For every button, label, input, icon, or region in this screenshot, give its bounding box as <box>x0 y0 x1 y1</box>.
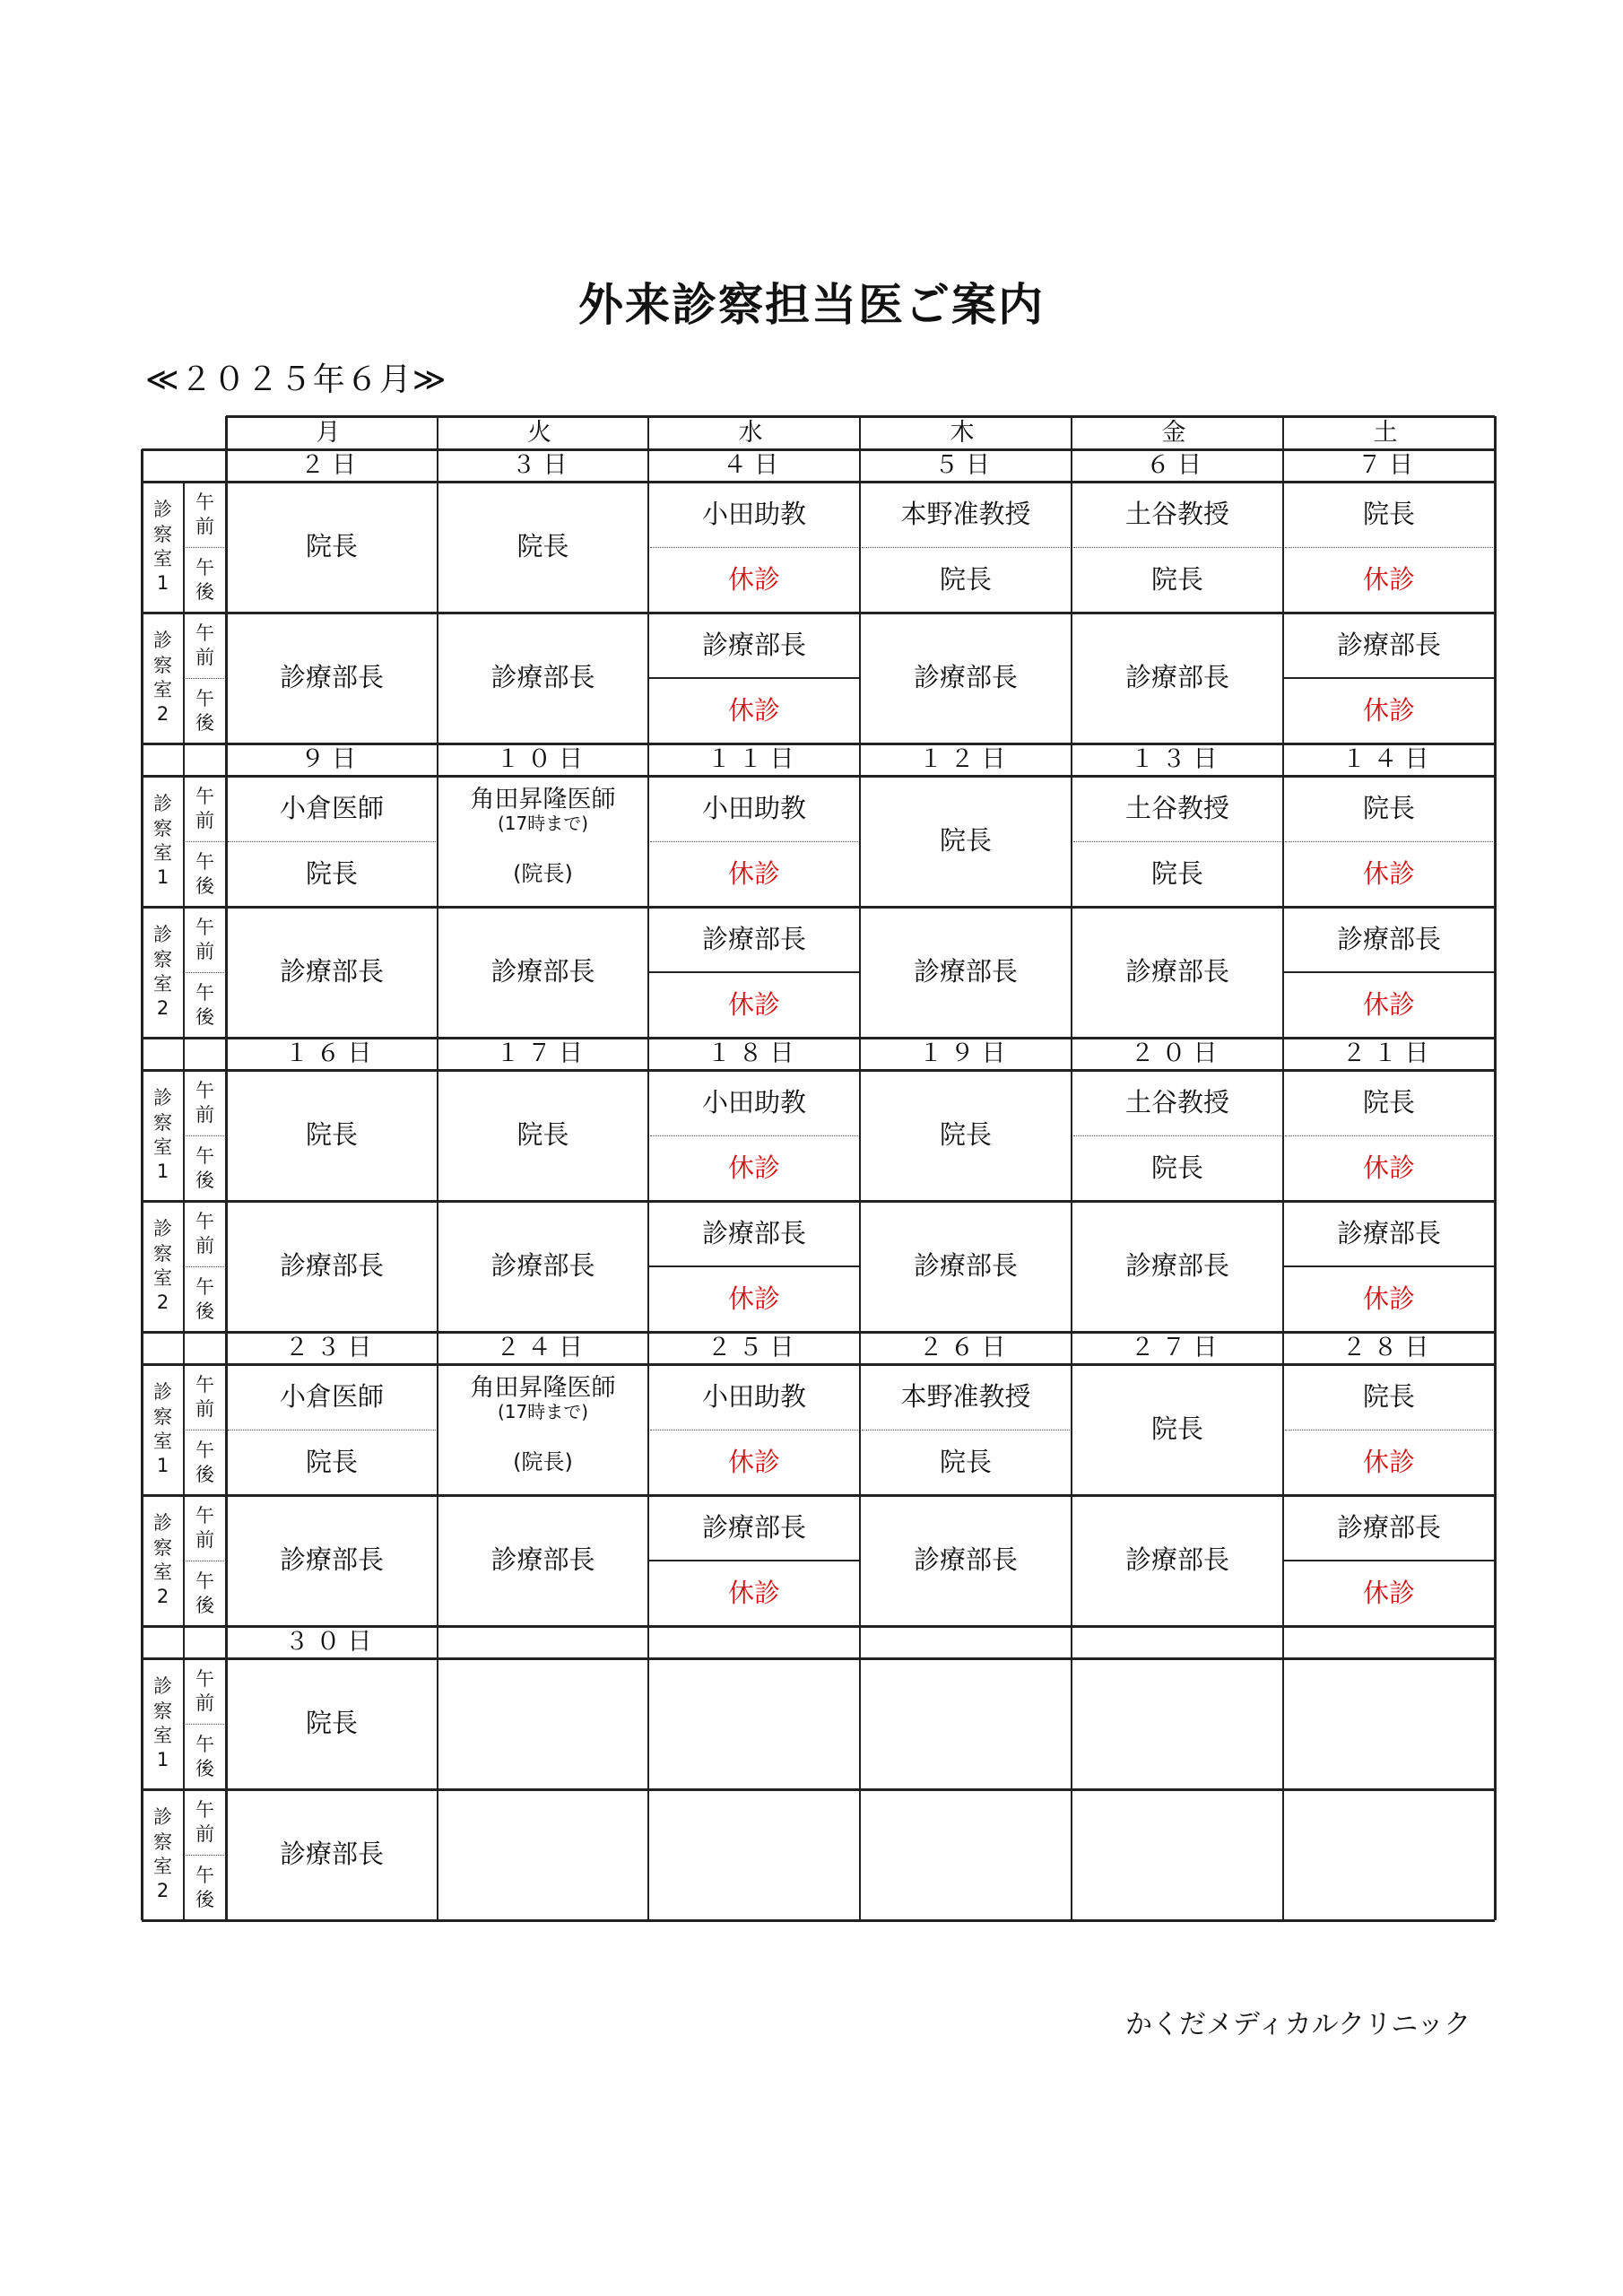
am-label-char: 前 <box>195 809 214 831</box>
pm-label <box>184 1135 226 1201</box>
time-note: (17時まで) <box>497 1401 589 1422</box>
am-label-char: 午 <box>195 1505 214 1527</box>
room2-label <box>142 1789 184 1920</box>
ampm-divider <box>186 1430 224 1431</box>
table-rule <box>142 775 1495 778</box>
ampm-divider <box>186 841 224 842</box>
doctor-cell-am: 本野准教授 <box>900 1380 1031 1412</box>
ampm-divider <box>650 547 858 548</box>
doctor-cell-pm: 休診 <box>1362 563 1415 595</box>
date-cell: ９日 <box>300 745 363 774</box>
room1-label-char: 診 <box>153 1381 172 1404</box>
doctor-cell: 診療部長 <box>279 956 384 987</box>
room2-label-char: 2 <box>156 1586 169 1608</box>
table-rule <box>648 1265 860 1267</box>
date-cell: １７日 <box>496 1039 590 1068</box>
doctor-cell-am: 小田助教 <box>701 498 806 529</box>
room1-label-char: 察 <box>153 817 172 839</box>
table-rule <box>225 416 228 1920</box>
am-label <box>184 1789 226 1855</box>
date-cell: ４日 <box>723 451 785 480</box>
doctor-cell-pm: 休診 <box>1362 1152 1415 1183</box>
doctor-cell-am: 診療部長 <box>701 1217 806 1248</box>
am-label <box>184 776 226 841</box>
table-rule <box>142 1919 1495 1922</box>
pm-label-char: 後 <box>195 580 214 603</box>
ampm-divider <box>186 678 224 679</box>
weekday-header: 水 <box>738 418 770 447</box>
room1-label <box>142 482 184 613</box>
room1-label-char: 診 <box>153 1087 172 1109</box>
doctor-cell-am: 土谷教授 <box>1124 792 1229 823</box>
table-rule <box>1283 1560 1495 1561</box>
doctor-cell-am: 診療部長 <box>701 1511 806 1543</box>
doctor-cell: 診療部長 <box>1124 662 1229 693</box>
am-label-char: 午 <box>195 1080 214 1102</box>
doctor-cell: 院長 <box>939 825 992 857</box>
table-rule <box>142 481 1495 483</box>
pm-label <box>184 1561 226 1626</box>
room2-label-char: 察 <box>153 654 172 676</box>
doctor-cell-pm: 休診 <box>1362 1577 1415 1608</box>
doctor-cell-pm: 休診 <box>1362 694 1415 726</box>
pm-label-char: 午 <box>195 1734 214 1756</box>
date-cell: １０日 <box>496 745 590 774</box>
ampm-divider <box>228 841 436 842</box>
weekday-header: 木 <box>950 418 982 447</box>
ampm-divider <box>186 972 224 973</box>
room1-label-char: 1 <box>156 1455 169 1477</box>
table-rule <box>142 1363 1495 1366</box>
doctor-cell-am: 本野准教授 <box>900 498 1031 529</box>
am-label-char: 前 <box>195 1528 214 1551</box>
pm-label <box>184 1430 226 1495</box>
pm-label <box>184 678 226 744</box>
doctor-cell: 診療部長 <box>913 956 1018 987</box>
room1-label <box>142 1658 184 1789</box>
doctor-cell-pm: 休診 <box>727 1283 780 1314</box>
room1-label-char: 室 <box>153 842 172 864</box>
doctor-cell: 院長 <box>1150 1413 1203 1445</box>
am-label-char: 午 <box>195 917 214 939</box>
room1-label <box>142 1070 184 1201</box>
doctor-cell: 診療部長 <box>1124 1250 1229 1282</box>
pm-label-char: 後 <box>195 1463 214 1485</box>
table-rule <box>141 1332 143 1364</box>
am-label-char: 午 <box>195 1211 214 1233</box>
date-cell: ３日 <box>511 451 575 480</box>
doctor-cell-pm: 休診 <box>727 1446 780 1477</box>
am-label-char: 前 <box>195 1103 214 1126</box>
doctor-cell: 診療部長 <box>279 1250 384 1282</box>
room2-label-char: 診 <box>153 1218 172 1240</box>
pm-label <box>184 1724 226 1789</box>
doctor-cell-pm: 院長 <box>939 563 992 595</box>
ampm-divider <box>186 1724 224 1725</box>
table-rule <box>142 1037 1495 1039</box>
room2-label-char: 診 <box>153 924 172 946</box>
room1-label <box>142 776 184 907</box>
ampm-divider <box>1285 547 1493 548</box>
pm-label <box>184 1266 226 1332</box>
doctor-cell-am: 院長 <box>1362 498 1415 529</box>
date-cell: １８日 <box>707 1039 802 1068</box>
room2-label-char: 察 <box>153 1831 172 1853</box>
doctor-cell: 診療部長 <box>913 1544 1018 1576</box>
room2-label-char: 2 <box>156 1880 169 1902</box>
table-rule <box>648 1560 860 1561</box>
doctor-cell: 診療部長 <box>490 956 595 987</box>
doctor-cell-am: 診療部長 <box>701 629 806 660</box>
doctor-cell-am: 小倉医師 <box>279 792 384 823</box>
pm-label <box>184 1855 226 1920</box>
weekday-header: 火 <box>527 418 559 447</box>
am-label <box>184 1658 226 1724</box>
table-rule <box>647 416 649 1920</box>
date-cell: ７日 <box>1358 451 1420 480</box>
doctor-cell-pm: 院長 <box>1150 857 1203 889</box>
ampm-divider <box>862 1430 1070 1431</box>
room2-label-char: 察 <box>153 1536 172 1559</box>
room1-label <box>142 1364 184 1495</box>
doctor-cell: 診療部長 <box>279 1544 384 1576</box>
table-rule <box>142 743 1495 745</box>
doctor-cell: 院長 <box>305 1119 358 1151</box>
doctor-cell-am <box>438 1364 648 1430</box>
room1-label-char: 1 <box>156 572 169 595</box>
room1-label-char: 察 <box>153 1111 172 1134</box>
doctor-cell-am: 診療部長 <box>1336 1511 1441 1543</box>
doctor-cell: 診療部長 <box>490 662 595 693</box>
room2-label-char: 察 <box>153 948 172 970</box>
room1-label-char: 察 <box>153 1700 172 1722</box>
doctor-cell-am: 小田助教 <box>701 1086 806 1118</box>
ampm-divider <box>1285 1135 1493 1136</box>
room2-label-char: 室 <box>153 1561 172 1583</box>
doctor-cell-am: 診療部長 <box>701 923 806 954</box>
pm-label-char: 午 <box>195 1276 214 1299</box>
room1-label-char: 診 <box>153 499 172 521</box>
pm-label <box>184 972 226 1038</box>
date-cell: ６日 <box>1146 451 1209 480</box>
doctor-cell-pm: 休診 <box>727 1152 780 1183</box>
doctor-cell-am: 診療部長 <box>1336 629 1441 660</box>
table-rule <box>141 744 143 776</box>
pm-label-char: 後 <box>195 874 214 897</box>
pm-label-char: 午 <box>195 1570 214 1593</box>
am-label <box>184 613 226 678</box>
am-label-char: 前 <box>195 940 214 962</box>
ampm-divider <box>1073 841 1281 842</box>
ampm-divider <box>228 1430 436 1431</box>
room2-label-char: 2 <box>156 703 169 726</box>
room2-label-char: 2 <box>156 997 169 1020</box>
room1-label-char: 室 <box>153 1136 172 1158</box>
pm-label-char: 後 <box>195 1005 214 1028</box>
pm-label-char: 後 <box>195 1594 214 1616</box>
doctor-cell-am: 小田助教 <box>701 1380 806 1412</box>
table-rule <box>648 971 860 973</box>
am-label-char: 前 <box>195 646 214 668</box>
doctor-cell-am: 院長 <box>1362 1380 1415 1412</box>
am-label <box>184 1201 226 1266</box>
doctor-cell: 診療部長 <box>279 1839 384 1870</box>
doctor-cell: 院長 <box>305 531 358 562</box>
ampm-divider <box>650 1430 858 1431</box>
room1-label-char: 室 <box>153 1431 172 1452</box>
table-rule <box>648 677 860 679</box>
room2-label-char: 室 <box>153 1856 172 1877</box>
am-label-char: 前 <box>195 515 214 537</box>
doctor-cell: 院長 <box>305 1708 358 1739</box>
table-rule <box>142 1657 1495 1660</box>
date-cell: ２７日 <box>1130 1334 1225 1362</box>
table-rule <box>142 1625 1495 1628</box>
doctor-cell: 院長 <box>516 531 569 562</box>
am-label-char: 午 <box>195 1668 214 1691</box>
date-cell: １２日 <box>918 745 1013 774</box>
pm-label-char: 午 <box>195 688 214 710</box>
am-label-char: 前 <box>195 1234 214 1257</box>
doctor-cell: 診療部長 <box>490 1544 595 1576</box>
doctor-cell-am: 診療部長 <box>1336 923 1441 954</box>
pm-label-char: 午 <box>195 851 214 874</box>
table-rule <box>141 482 143 1920</box>
room1-label-char: 1 <box>156 1749 169 1771</box>
room2-label-char: 室 <box>153 1267 172 1289</box>
table-rule <box>1283 1265 1495 1267</box>
clinic-name: かくだメディカルクリニック <box>1125 2009 1471 2040</box>
room1-label-char: 室 <box>153 1725 172 1746</box>
doctor-cell-pm: 休診 <box>727 857 780 889</box>
page-title: 外来診察担当医ご案内 <box>578 279 1045 331</box>
pm-label-char: 後 <box>195 711 214 734</box>
doctor-cell-pm: 休診 <box>1362 1446 1415 1477</box>
table-rule <box>141 1626 143 1658</box>
room2-label <box>142 613 184 744</box>
room1-label-char: 診 <box>153 793 172 815</box>
ampm-divider <box>1285 841 1493 842</box>
doctor-cell-pm: 休診 <box>727 1577 780 1608</box>
doctor-cell-am: 院長 <box>1362 792 1415 823</box>
pm-label-char: 午 <box>195 1439 214 1462</box>
date-cell: ２８日 <box>1341 1334 1436 1362</box>
table-rule <box>1071 416 1072 1920</box>
room2-label-char: 2 <box>156 1292 169 1314</box>
room1-label-char: 1 <box>156 1161 169 1183</box>
month-subtitle: ≪２０２５年６月≫ <box>145 361 447 398</box>
doctor-cell-am: 小倉医師 <box>279 1380 384 1412</box>
doctor-name: 角田昇隆医師 <box>470 1373 616 1402</box>
pm-label-char: 後 <box>195 1300 214 1322</box>
room2-label <box>142 1495 184 1626</box>
doctor-cell-pm: 院長 <box>305 857 358 889</box>
ampm-divider <box>186 547 224 548</box>
doctor-cell: 診療部長 <box>279 662 384 693</box>
am-label <box>184 482 226 547</box>
date-cell: ２４日 <box>496 1334 590 1362</box>
table-rule <box>183 482 185 1920</box>
ampm-divider <box>650 1135 858 1136</box>
ampm-divider <box>1073 547 1281 548</box>
table-rule <box>1283 971 1495 973</box>
am-label <box>184 1495 226 1561</box>
room1-label-char: 診 <box>153 1675 172 1698</box>
weekday-header: 土 <box>1373 418 1405 447</box>
weekday-header: 金 <box>1161 418 1193 447</box>
weekday-header: 月 <box>316 418 348 447</box>
am-label <box>184 1070 226 1135</box>
pm-label-char: 後 <box>195 1888 214 1910</box>
doctor-cell-pm: 院長 <box>1150 563 1203 595</box>
am-label-char: 午 <box>195 786 214 808</box>
room2-label-char: 診 <box>153 1512 172 1535</box>
am-label-char: 午 <box>195 1799 214 1822</box>
room2-label-char: 察 <box>153 1242 172 1265</box>
doctor-cell: 診療部長 <box>1124 956 1229 987</box>
date-cell: ２６日 <box>918 1334 1013 1362</box>
date-cell: １６日 <box>284 1039 379 1068</box>
room2-label-char: 室 <box>153 973 172 995</box>
doctor-cell: 診療部長 <box>913 1250 1018 1282</box>
table-rule <box>142 1331 1495 1334</box>
doctor-cell-am: 土谷教授 <box>1124 498 1229 529</box>
doctor-cell-am: 院長 <box>1362 1086 1415 1118</box>
doctor-cell-pm: 院長 <box>939 1446 992 1477</box>
table-rule <box>1283 677 1495 679</box>
doctor-cell: 診療部長 <box>490 1250 595 1282</box>
doctor-cell-pm: 休診 <box>727 694 780 726</box>
room2-label-char: 診 <box>153 630 172 652</box>
am-label-char: 前 <box>195 1822 214 1845</box>
doctor-cell: 診療部長 <box>1124 1544 1229 1576</box>
table-rule <box>1282 416 1284 1920</box>
table-rule <box>141 1038 143 1070</box>
pm-label <box>184 841 226 907</box>
doctor-name: 角田昇隆医師 <box>470 785 616 813</box>
doctor-cell-pm: (院長) <box>513 860 573 886</box>
doctor-cell-pm: 院長 <box>1150 1152 1203 1183</box>
room1-label-char: 1 <box>156 866 169 889</box>
ampm-divider <box>650 841 858 842</box>
doctor-cell-pm: 休診 <box>727 988 780 1020</box>
date-cell: ２３日 <box>284 1334 379 1362</box>
pm-label <box>184 547 226 613</box>
room2-label <box>142 907 184 1038</box>
date-cell: ２０日 <box>1130 1039 1225 1068</box>
doctor-cell-am: 土谷教授 <box>1124 1086 1229 1118</box>
doctor-cell-am: 診療部長 <box>1336 1217 1441 1248</box>
date-cell: ２１日 <box>1341 1039 1436 1068</box>
pm-label-char: 後 <box>195 1757 214 1779</box>
doctor-cell: 院長 <box>939 1119 992 1151</box>
table-rule <box>142 1069 1495 1072</box>
room1-label-char: 察 <box>153 523 172 545</box>
doctor-cell: 院長 <box>516 1119 569 1151</box>
doctor-cell-am <box>438 776 648 841</box>
date-cell: １４日 <box>1341 745 1436 774</box>
pm-label-char: 午 <box>195 982 214 1004</box>
ampm-divider <box>186 1135 224 1136</box>
pm-label-char: 後 <box>195 1169 214 1191</box>
date-cell: ２日 <box>300 451 363 480</box>
room2-label <box>142 1201 184 1332</box>
room2-label-char: 室 <box>153 679 172 700</box>
doctor-cell-am: 小田助教 <box>701 792 806 823</box>
doctor-cell-pm: 院長 <box>305 1446 358 1477</box>
ampm-divider <box>1073 1135 1281 1136</box>
doctor-cell: 診療部長 <box>913 662 1018 693</box>
am-label-char: 前 <box>195 1397 214 1420</box>
doctor-cell-pm: (院長) <box>513 1448 573 1474</box>
am-label-char: 午 <box>195 491 214 514</box>
am-label-char: 午 <box>195 1374 214 1396</box>
am-label <box>184 907 226 972</box>
date-cell: １１日 <box>707 745 802 774</box>
table-rule <box>437 416 438 1920</box>
pm-label-char: 午 <box>195 1865 214 1887</box>
table-rule <box>1494 416 1497 1920</box>
ampm-divider <box>186 1266 224 1267</box>
room2-label-char: 診 <box>153 1806 172 1829</box>
doctor-cell-pm: 休診 <box>727 563 780 595</box>
pm-label-char: 午 <box>195 1145 214 1168</box>
room1-label-char: 室 <box>153 548 172 570</box>
ampm-divider <box>186 1855 224 1856</box>
time-note: (17時まで) <box>497 813 589 834</box>
pm-label-char: 午 <box>195 557 214 579</box>
doctor-cell-pm: 休診 <box>1362 988 1415 1020</box>
date-cell: １９日 <box>918 1039 1013 1068</box>
am-label-char: 午 <box>195 622 214 645</box>
date-cell: ３０日 <box>284 1628 379 1657</box>
doctor-cell-pm: 休診 <box>1362 857 1415 889</box>
date-cell: ２５日 <box>707 1334 802 1362</box>
date-cell: １３日 <box>1130 745 1225 774</box>
am-label <box>184 1364 226 1430</box>
room1-label-char: 察 <box>153 1405 172 1428</box>
doctor-cell-pm: 休診 <box>1362 1283 1415 1314</box>
date-cell: ５日 <box>934 451 997 480</box>
table-rule <box>141 449 143 482</box>
am-label-char: 前 <box>195 1692 214 1714</box>
ampm-divider <box>1285 1430 1493 1431</box>
ampm-divider <box>862 547 1070 548</box>
table-rule <box>859 416 861 1920</box>
